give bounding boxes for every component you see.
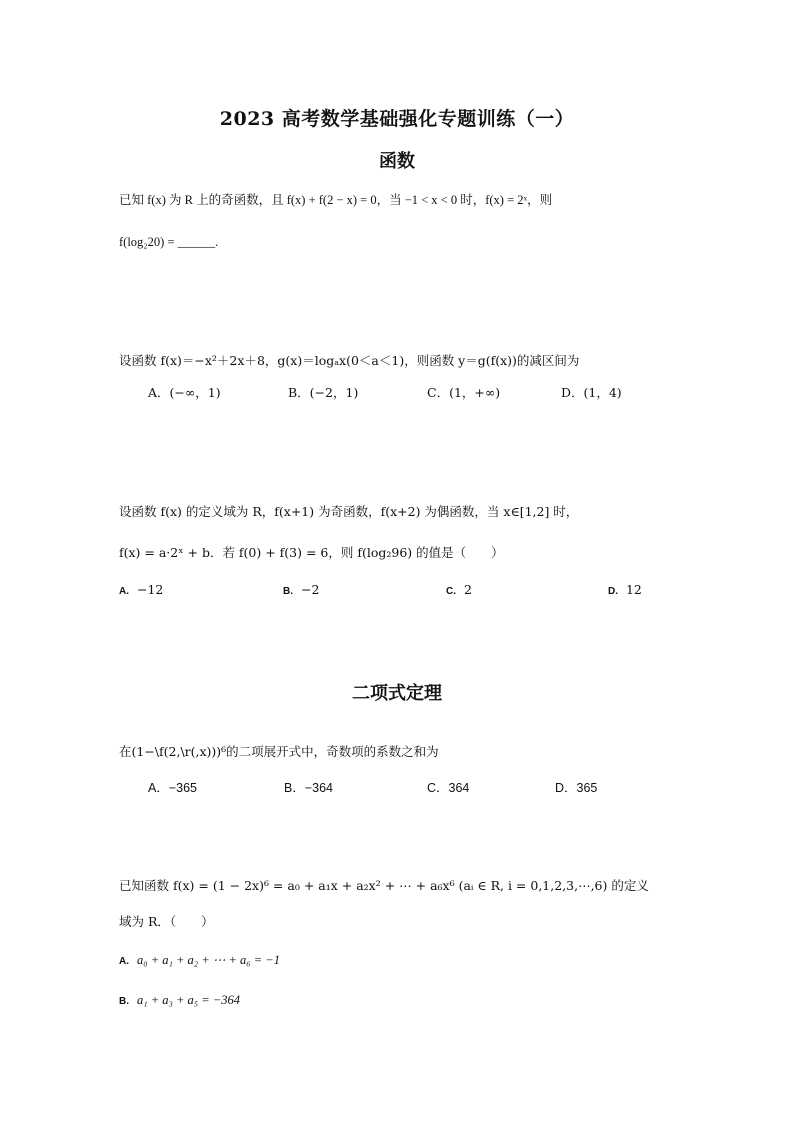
problem-3-line-2: f(x) = a·2ˣ + b．若 f(0) + f(3) = 6，则 f(log₂96) 的值是（ ） bbox=[119, 545, 504, 560]
problem-4-option-c: C．364 bbox=[427, 781, 470, 795]
problem-2-line-1: 设函数 f(x)＝−x²＋2x＋8，g(x)＝logₐx(0＜a＜1)，则函数 y＝g(f(x))的减区间为 bbox=[119, 353, 580, 368]
problem-5-line-1: 已知函数 f(x) = (1 − 2x)⁶ = a₀ + a₁x + a₂x² + ⋯ + a₆x⁶ (aᵢ ∈ R, i = 0,1,2,3,⋯,6) 的定义 bbox=[119, 878, 649, 893]
problem-3-option-a bbox=[119, 580, 163, 602]
option-value: a₀ + a₁ + a₂ + ⋯ + a₆ = −1 bbox=[136, 953, 280, 967]
option-label: A. bbox=[119, 586, 129, 597]
problem-4-option-a: A．−365 bbox=[148, 781, 197, 795]
problem-3-option-d bbox=[608, 580, 642, 602]
problem-5-option-a bbox=[119, 950, 280, 972]
option-value: 2 bbox=[463, 582, 472, 597]
option-value: −12 bbox=[136, 582, 164, 597]
option-label: C. bbox=[446, 586, 456, 597]
section-heading-functions: 函数 bbox=[379, 151, 415, 172]
problem-5-line-2: 域为 R．（ ） bbox=[119, 914, 214, 929]
problem-4-option-d: D．365 bbox=[555, 781, 598, 795]
problem-4-line-1: 在(1−\f(2,\r(,x)))⁶的二项展开式中，奇数项的系数之和为 bbox=[119, 744, 439, 759]
problem-3-option-b bbox=[283, 580, 319, 602]
problem-2-option-b: B．(−2，1) bbox=[288, 385, 359, 400]
option-label: B. bbox=[283, 586, 293, 597]
problem-1-line-2: f(log₂20) = ______. bbox=[119, 235, 219, 249]
option-label: D. bbox=[608, 586, 618, 597]
problem-2-option-c: C．(1，+∞) bbox=[427, 385, 501, 400]
document-title: 2023 高考数学基础强化专题训练（一） bbox=[219, 108, 575, 130]
problem-1-line-1: 已知 f(x) 为 R 上的奇函数，且 f(x) + f(2 − x) = 0，当 −1 < x < 0 时，f(x) = 2ˣ，则 bbox=[119, 193, 553, 207]
option-label: A. bbox=[119, 956, 129, 967]
option-value: 12 bbox=[625, 582, 642, 597]
option-value: a₁ + a₃ + a₅ = −364 bbox=[136, 993, 241, 1007]
section-heading-binomial: 二项式定理 bbox=[352, 683, 442, 704]
problem-5-option-b bbox=[119, 990, 240, 1012]
problem-2-option-d: D．(1，4) bbox=[561, 385, 622, 400]
option-value: −2 bbox=[300, 582, 320, 597]
problem-3-line-1: 设函数 f(x) 的定义域为 R，f(x+1) 为奇函数，f(x+2) 为偶函数，当 x∈[1,2] 时， bbox=[119, 504, 579, 519]
problem-2-option-a: A．(−∞，1) bbox=[148, 385, 221, 400]
problem-3-option-c bbox=[446, 580, 472, 602]
problem-4-option-b: B．−364 bbox=[284, 781, 333, 795]
option-label: B. bbox=[119, 996, 129, 1007]
